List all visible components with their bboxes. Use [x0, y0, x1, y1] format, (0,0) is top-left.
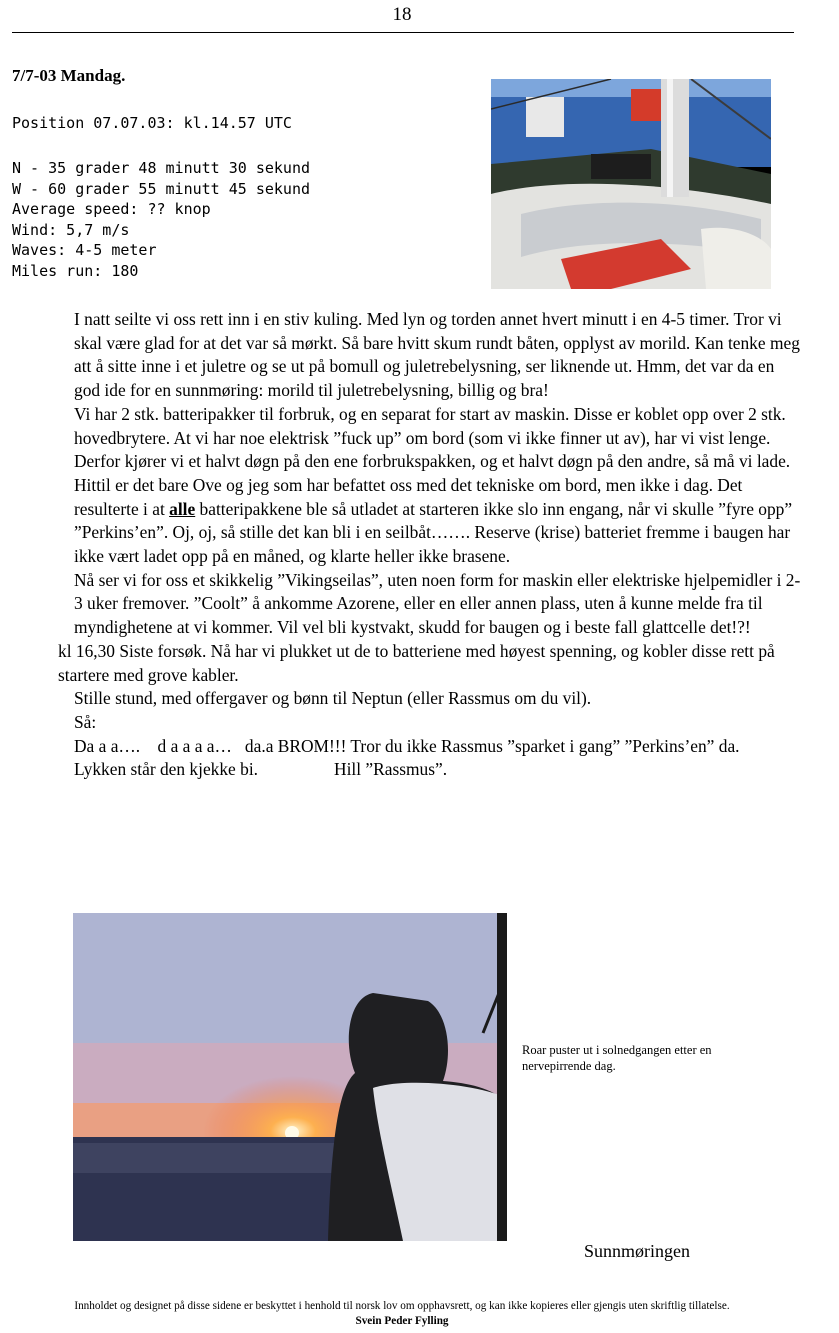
navigation-stats	[12, 158, 310, 282]
copyright-notice: Innholdet og designet på disse sidene er beskyttet i henhold til norsk lov om opphavsrett, og kan ikke kopieres eller gjengis uten skriftlig tillatelse.	[74, 1300, 730, 1312]
copyright-footer	[0, 1299, 804, 1328]
wind-line: Wind: 5,7 m/s	[12, 220, 130, 239]
paragraph-storm: I natt seilte vi oss rett inn i en stiv kuling. Med lyn og torden annet hvert minutt i en 4-5 timer. Tror vi skal være glad for at det var så mørkt. Så bare hvitt skum rundt båten, opplyst av morild. Kan tenke meg att å sitte inne i et juletre og se ut på bomull og juletrebelysning, ser liknende ut. Hmm, det var da en god ide for en sunnmøring: morild til juletrebelysning, billig og bra!	[74, 309, 800, 401]
paragraph-sa: Så:	[74, 711, 97, 732]
speed-line: Average speed: ?? knop	[12, 200, 211, 219]
emphasis-alle: alle	[169, 498, 196, 519]
paragraph-batteries	[74, 403, 804, 569]
header-divider	[12, 32, 794, 33]
paragraph-brom: Da a a…. d a a a a… da.a BROM!!! Tror du ikke Rassmus ”sparket i gang” ”Perkins’en” da.	[74, 735, 740, 756]
batteries-text-start: Vi har 2 stk. batteripakker til forbruk, og en separat for start av maskin. Disse er koblet opp over 2 stk. hovedbrytere. At vi har noe elektrisk ”fuck up” om bord (som vi ikke finner ut av), har vi vist lenge. Derfor kjører vi et halvt døgn på den ene forbrukspakken, og et halvt døgn på den andre, så må vi lade. Hittil er det bare Ove og jeg som har befattet oss med det tekniske om bord, men ikke i dag. Det resulterte i at	[74, 403, 791, 519]
sunset-photo	[73, 913, 507, 1241]
miles-line: Miles run: 180	[12, 261, 139, 280]
journal-body	[58, 308, 804, 782]
page-number: 18	[392, 4, 412, 25]
paragraph-vikingseilas: Nå ser vi for oss et skikkelig ”Vikingseilas”, uten noen form for maskin eller elektriske hjelpemidler i 2-3 uker fremover. ”Coolt” å ankomme Azorene, eller en eller annen plass, uten å kunne melde fra til myndighetene at vi kommer. Vil vel bli kystvakt, skudd for baugen og i beste fall glattcelle det!?!	[74, 569, 801, 638]
paragraph-neptun: Stille stund, med offergaver og bønn til Neptun (eller Rassmus om du vil).	[74, 688, 592, 709]
lykken-text: Lykken står den kjekke bi.	[74, 759, 259, 780]
paragraph-last-attempt: kl 16,30 Siste forsøk. Nå har vi plukket ut de to batteriene med høyest spenning, og kobler disse rett på startere med grove kabler.	[58, 640, 775, 685]
paragraph-lykken	[74, 758, 804, 782]
boat-deck-photo	[491, 79, 771, 289]
entry-date-heading: 7/7-03 Mandag.	[12, 66, 126, 85]
waves-line: Waves: 4-5 meter	[12, 241, 157, 260]
longitude-line: W - 60 grader 55 minutt 45 sekund	[12, 179, 311, 198]
latitude-line: N - 35 grader 48 minutt 30 sekund	[12, 159, 311, 177]
sunset-photo-caption: Roar puster ut i solnedgangen etter en nervepirrende dag.	[522, 1043, 712, 1073]
position-line: Position 07.07.03: kl.14.57 UTC	[12, 114, 292, 132]
batteries-text-end: batteripakkene ble så utladet at starteren ikke slo inn engang, når vi skulle ”fyre opp” ”Perkins’en”. Oj, oj, så stille det kan bli i en seilbåt……. Reserve (krise) batteriet fremme i baugen har ikke vært ladet opp på en måned, og klarte heller ikke brasene.	[74, 498, 793, 567]
copyright-owner: Svein Peder Fylling	[355, 1314, 449, 1327]
author-signature: Sunnmøringen	[584, 1241, 690, 1261]
hill-rassmus-text: Hill ”Rassmus”.	[334, 759, 448, 780]
